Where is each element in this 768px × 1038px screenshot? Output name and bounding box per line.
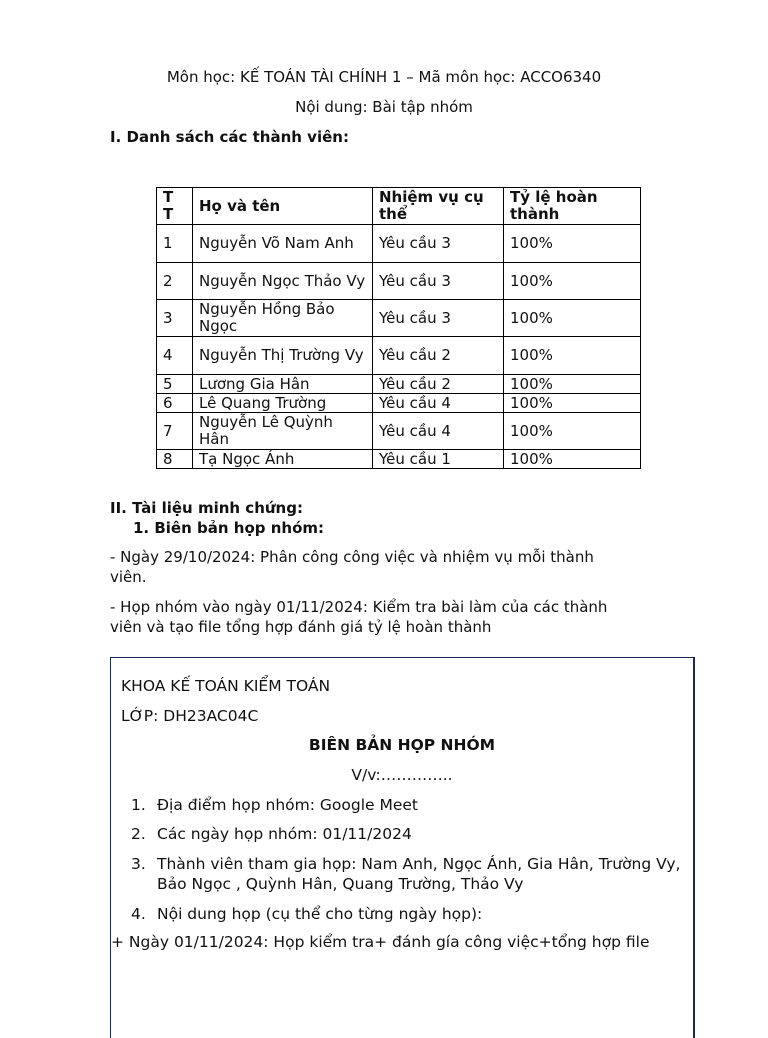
table-row [157, 263, 641, 300]
cell-task: Yêu cầu 2 [373, 337, 504, 375]
cell-tt: 6 [157, 394, 193, 413]
cell-tt: 8 [157, 450, 193, 469]
cell-task: Yêu cầu 3 [373, 300, 504, 337]
minutes-faculty: KHOA KẾ TOÁN KIỂM TOÁN [121, 677, 331, 695]
cell-rate: 100% [504, 225, 641, 263]
item-number: 4. [131, 905, 146, 923]
cell-rate: 100% [504, 300, 641, 337]
cell-task: Yêu cầu 1 [373, 450, 504, 469]
cell-rate: 100% [504, 337, 641, 375]
table-row [157, 375, 641, 394]
minutes-item [131, 824, 691, 844]
cell-task: Yêu cầu 2 [373, 375, 504, 394]
members-table [156, 187, 641, 469]
cell-task: Yêu cầu 4 [373, 413, 504, 450]
cell-name: Nguyễn Thị Trường Vy [193, 337, 373, 375]
minutes-class: LỚP: DH23AC04C [121, 707, 259, 725]
table-row [157, 413, 641, 450]
cell-rate: 100% [504, 263, 641, 300]
cell-tt: 4 [157, 337, 193, 375]
cell-name: Lương Gia Hân [193, 375, 373, 394]
cell-name: Nguyễn Lê Quỳnh Hân [193, 413, 373, 450]
table-header-row [157, 188, 641, 225]
item-number: 2. [131, 825, 146, 843]
cell-tt: 3 [157, 300, 193, 337]
cell-task: Yêu cầu 4 [373, 394, 504, 413]
cell-tt: 7 [157, 413, 193, 450]
content-subtitle: Nội dung: Bài tập nhóm [295, 98, 473, 116]
item-number: 1. [131, 796, 146, 814]
table-row [157, 225, 641, 263]
cell-tt: 1 [157, 225, 193, 263]
table-row [157, 300, 641, 337]
cell-tt: 2 [157, 263, 193, 300]
cell-task: Yêu cầu 3 [373, 225, 504, 263]
cell-name: Lê Quang Trường [193, 394, 373, 413]
section-2-heading: II. Tài liệu minh chứng: [110, 499, 303, 517]
column-header-tt: T T [157, 188, 193, 225]
bullet-2-line-1: - Họp nhóm vào ngày 01/11/2024: Kiểm tra bài làm của các thành [110, 598, 608, 616]
item-text: Địa điểm họp nhóm: Google Meet [157, 796, 419, 814]
item-number: 3. [131, 855, 146, 873]
course-title: Môn học: KẾ TOÁN TÀI CHÍNH 1 – Mã môn học: ACCO6340 [166, 68, 602, 86]
cell-task: Yêu cầu 3 [373, 263, 504, 300]
cell-name: Nguyễn Ngọc Thảo Vy [193, 263, 373, 300]
cell-rate: 100% [504, 413, 641, 450]
item-text: Các ngày họp nhóm: 01/11/2024 [157, 825, 412, 843]
cell-name: Nguyễn Hồng Bảo Ngọc [193, 300, 373, 337]
column-header-task: Nhiệm vụ cụ thể [373, 188, 504, 225]
cell-tt: 5 [157, 375, 193, 394]
column-header-name: Họ và tên [193, 188, 373, 225]
table-row [157, 450, 641, 469]
minutes-subject: V/v:………….. [351, 766, 453, 784]
cell-rate: 100% [504, 375, 641, 394]
cell-name: Nguyễn Võ Nam Anh [193, 225, 373, 263]
minutes-item [131, 795, 691, 815]
bullet-2-line-2: viên và tạo file tổng hợp đánh giá tỷ lệ hoàn thành [110, 618, 492, 636]
meeting-minutes-box [110, 657, 695, 1038]
column-header-rate: Tỷ lệ hoàn thành [504, 188, 641, 225]
minutes-detail-line: + Ngày 01/11/2024: Họp kiểm tra+ đánh gía công việc+tổng hợp file [111, 933, 650, 951]
cell-name: Tạ Ngọc Ánh [193, 450, 373, 469]
section-2-subheading: 1. Biên bản họp nhóm: [133, 519, 325, 537]
cell-rate: 100% [504, 450, 641, 469]
minutes-item [131, 854, 697, 894]
section-1-heading: I. Danh sách các thành viên: [110, 128, 349, 146]
minutes-title: BIÊN BẢN HỌP NHÓM [308, 736, 496, 754]
table-row [157, 337, 641, 375]
bullet-1-line-1: - Ngày 29/10/2024: Phân công công việc và nhiệm vụ mỗi thành [110, 548, 594, 566]
table-row [157, 394, 641, 413]
item-text: Thành viên tham gia họp: Nam Anh, Ngọc Ánh, Gia Hân, Trường Vy, Bảo Ngọc , Quỳnh Hân, Quang Trường, Thảo Vy [157, 855, 681, 893]
item-text: Nội dung họp (cụ thể cho từng ngày họp): [157, 905, 483, 923]
bullet-1-line-2: viên. [110, 568, 147, 586]
cell-rate: 100% [504, 394, 641, 413]
minutes-item [131, 904, 691, 924]
